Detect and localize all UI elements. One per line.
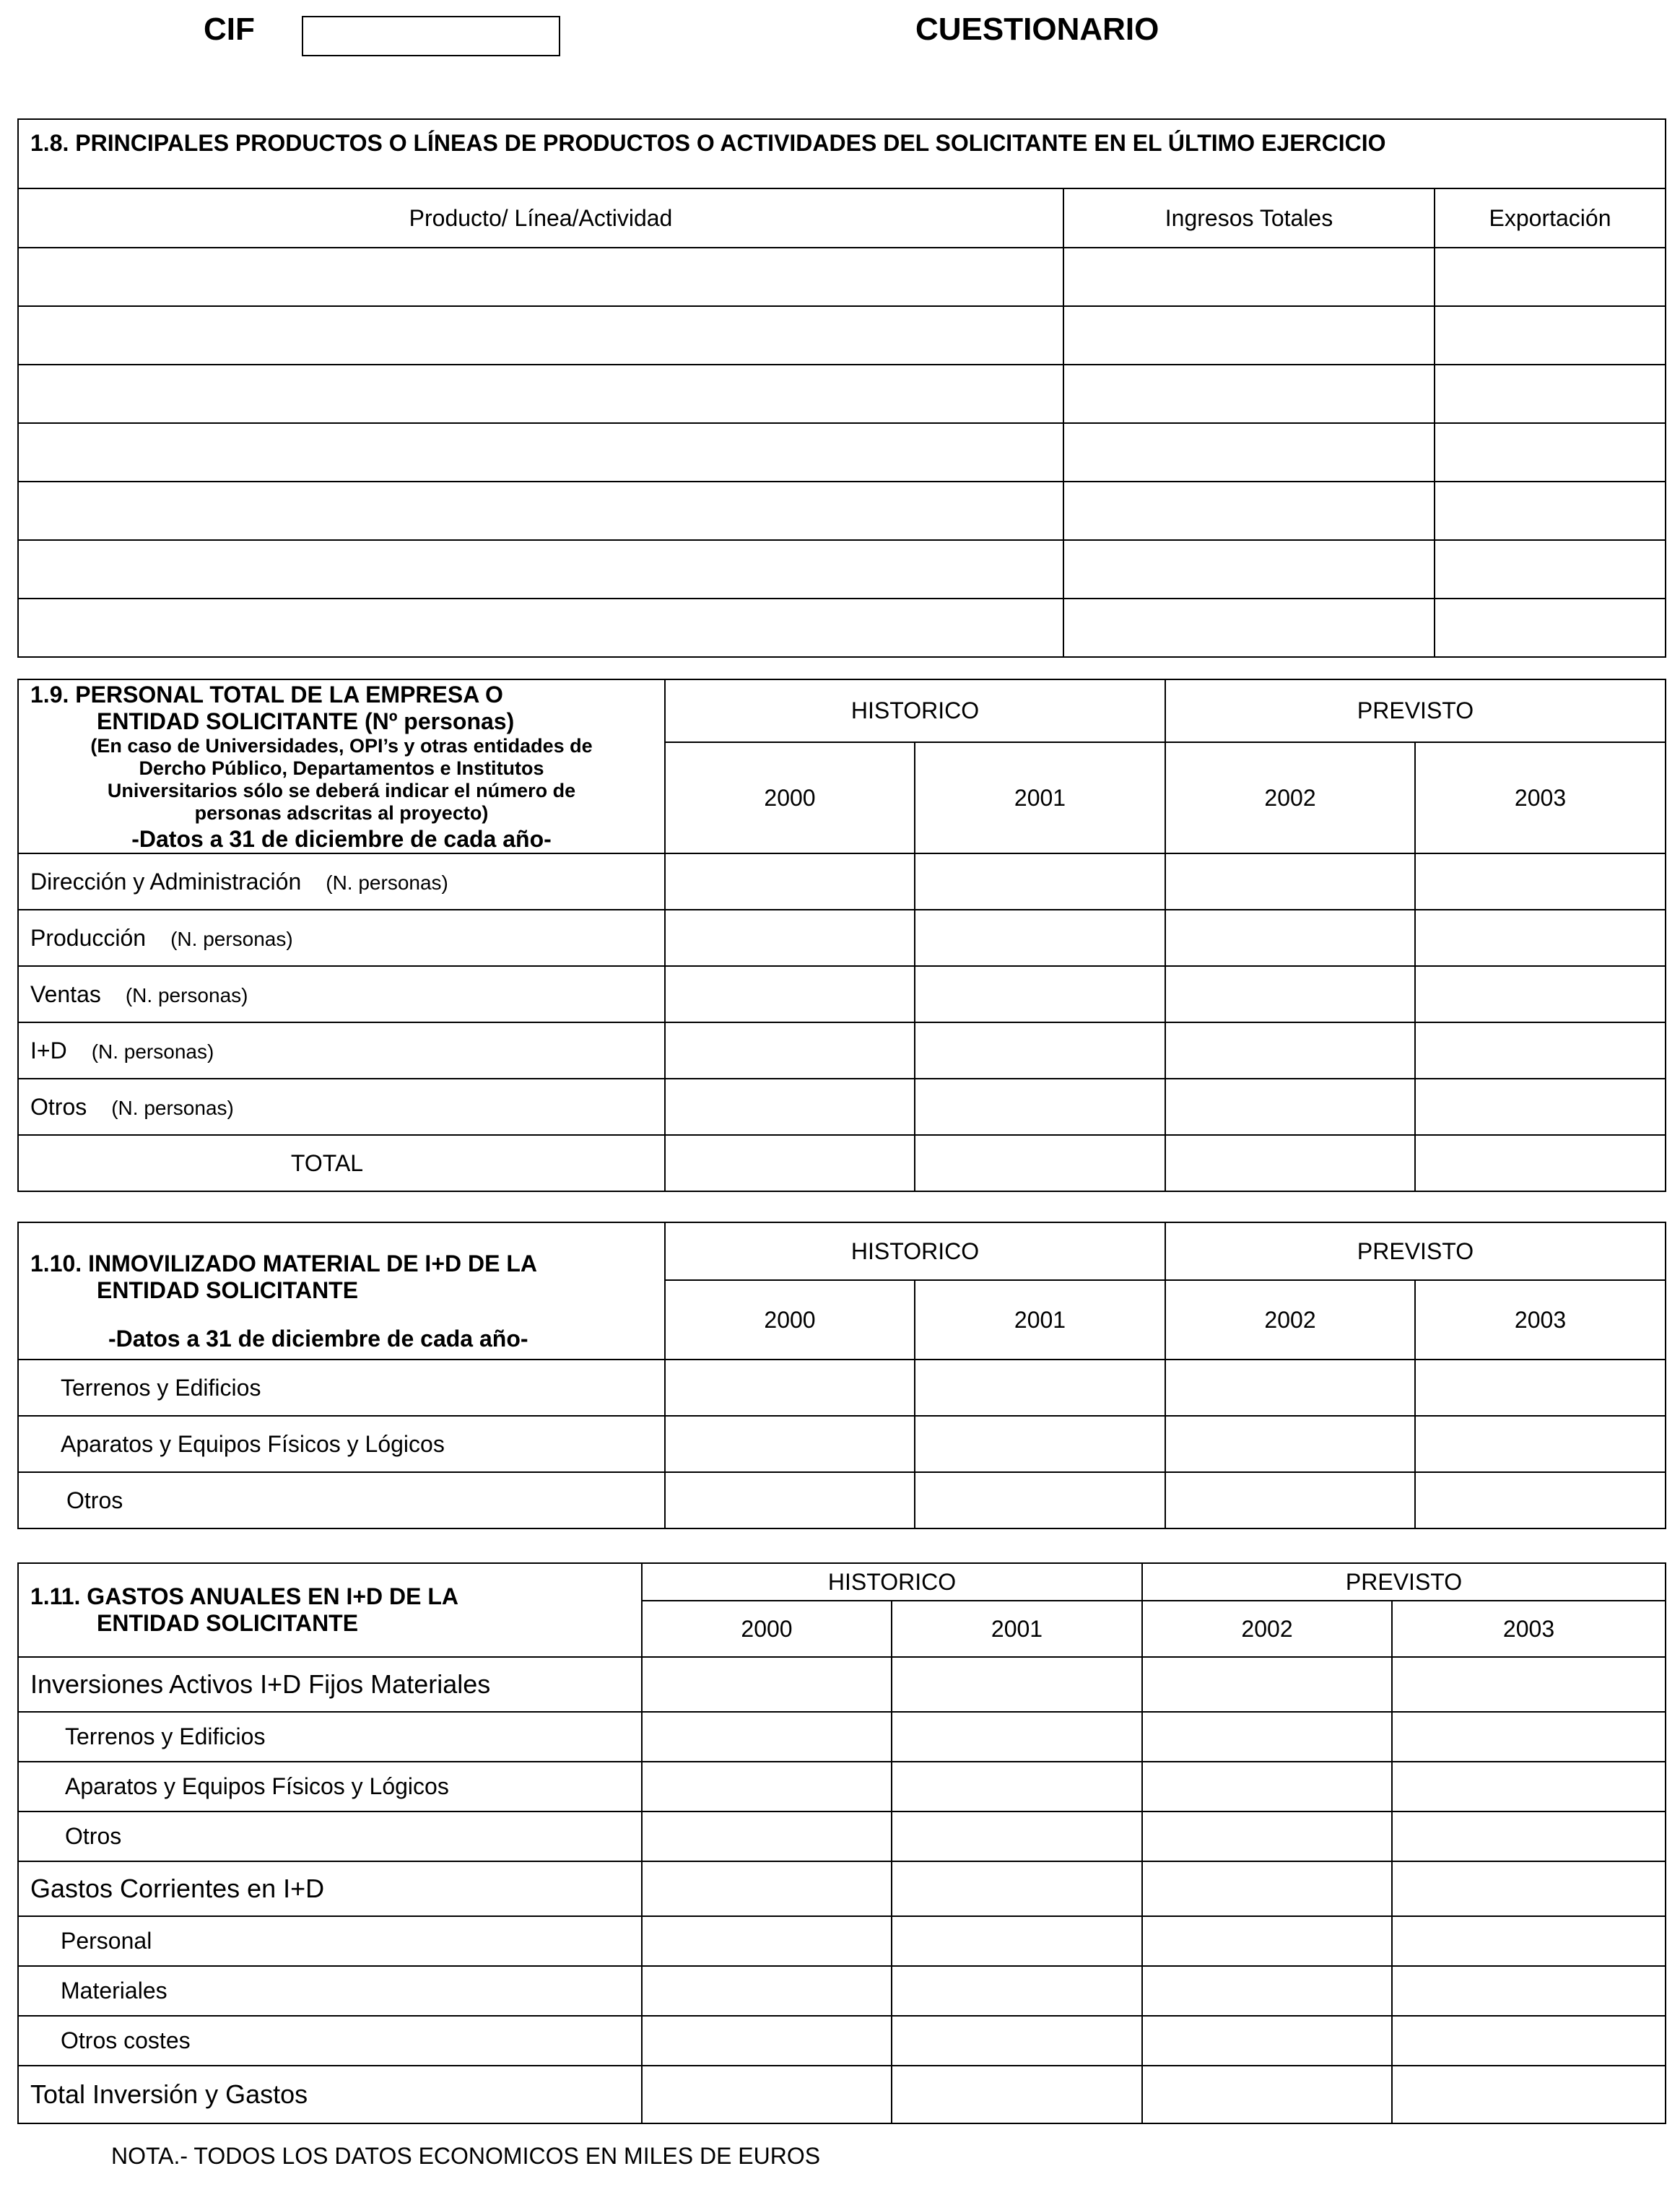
data-cell[interactable] (1415, 966, 1666, 1022)
data-cell[interactable] (642, 1966, 892, 2016)
data-cell[interactable] (1142, 2016, 1392, 2066)
table-row (18, 910, 1666, 966)
year-2003: 2003 (1392, 1601, 1666, 1657)
cell-ingresos[interactable] (1063, 248, 1435, 306)
data-cell[interactable] (1392, 2066, 1666, 2123)
data-cell[interactable] (892, 1762, 1142, 1812)
data-cell[interactable] (1142, 1657, 1392, 1712)
row-label: Terrenos y Edificios (18, 1712, 642, 1762)
section-1-8-title: 1.8. PRINCIPALES PRODUCTOS O LÍNEAS DE PRODUCTOS O ACTIVIDADES DEL SOLICITANTE EN EL ÚLTIMO EJERCICIO (18, 119, 1666, 188)
cell-producto[interactable] (18, 482, 1063, 540)
historico-header: HISTORICO (665, 1222, 1165, 1280)
data-cell[interactable] (665, 853, 915, 910)
table-row (18, 248, 1666, 306)
table-row (18, 1762, 1666, 1812)
table-row (18, 482, 1666, 540)
cell-exportacion[interactable] (1435, 540, 1666, 599)
cell-exportacion[interactable] (1435, 423, 1666, 482)
year-2001: 2001 (915, 1280, 1165, 1360)
table-row (18, 1079, 1666, 1135)
cell-ingresos[interactable] (1063, 599, 1435, 657)
year-2000: 2000 (665, 1280, 915, 1360)
row-label: Total Inversión y Gastos (18, 2066, 642, 2123)
cell-producto[interactable] (18, 599, 1063, 657)
row-label (18, 1022, 665, 1079)
table-row (18, 1712, 1666, 1762)
data-cell[interactable] (1415, 910, 1666, 966)
data-cell[interactable] (1165, 1135, 1415, 1191)
year-2002: 2002 (1165, 1280, 1415, 1360)
year-2002: 2002 (1165, 742, 1415, 853)
row-unit: (N. personas) (170, 927, 293, 950)
year-2003: 2003 (1415, 1280, 1666, 1360)
row-label: Otros costes (18, 2016, 642, 2066)
row-label (18, 966, 665, 1022)
previsto-header: PREVISTO (1165, 1222, 1666, 1280)
row-label-text: Producción (30, 924, 147, 951)
section-1-11-table (17, 1562, 1666, 2124)
footer-note: NOTA.- TODOS LOS DATOS ECONOMICOS EN MILES DE EUROS (111, 2143, 821, 2169)
data-cell[interactable] (1392, 1916, 1666, 1966)
table-row (18, 306, 1666, 365)
table-row (18, 540, 1666, 599)
data-cell[interactable] (915, 1079, 1165, 1135)
note-line: personas adscritas al proyecto) (194, 802, 489, 824)
row-label (18, 1079, 665, 1135)
year-2001: 2001 (892, 1601, 1142, 1657)
data-cell[interactable] (915, 966, 1165, 1022)
page-title: CUESTIONARIO (915, 12, 1159, 47)
data-cell[interactable] (1392, 1762, 1666, 1812)
data-cell[interactable] (642, 1712, 892, 1762)
data-cell[interactable] (1142, 1861, 1392, 1916)
data-cell[interactable] (665, 1472, 915, 1528)
data-cell[interactable] (892, 1657, 1142, 1712)
data-cell[interactable] (642, 2066, 892, 2123)
data-cell[interactable] (915, 1472, 1165, 1528)
row-unit: (N. personas) (125, 983, 248, 1006)
data-cell[interactable] (1165, 1079, 1415, 1135)
table-row (18, 423, 1666, 482)
cell-producto[interactable] (18, 365, 1063, 423)
cell-exportacion[interactable] (1435, 599, 1666, 657)
row-label (18, 910, 665, 966)
table-row (18, 1812, 1666, 1861)
historico-header: HISTORICO (665, 679, 1165, 742)
data-cell[interactable] (1415, 1135, 1666, 1191)
historico-header: HISTORICO (642, 1563, 1142, 1601)
table-row (18, 1360, 1666, 1416)
data-cell[interactable] (1165, 1360, 1415, 1416)
data-cell[interactable] (665, 966, 915, 1022)
section-1-9-title-cell (18, 679, 665, 853)
data-cell[interactable] (892, 1916, 1142, 1966)
section-1-10-title: 1.10. INMOVILIZADO MATERIAL DE I+D DE LA (30, 1250, 537, 1277)
row-label: Personal (18, 1916, 642, 1966)
data-cell[interactable] (642, 1657, 892, 1712)
row-label: Aparatos y Equipos Físicos y Lógicos (18, 1762, 642, 1812)
data-cell[interactable] (642, 1916, 892, 1966)
data-cell[interactable] (1165, 910, 1415, 966)
data-cell[interactable] (642, 2016, 892, 2066)
section-1-11-title: 1.11. GASTOS ANUALES EN I+D DE LA (30, 1583, 459, 1609)
data-cell[interactable] (665, 1360, 915, 1416)
note-line: (En caso de Universidades, OPI’s y otras entidades de (90, 735, 593, 757)
row-label: Terrenos y Edificios (18, 1360, 665, 1416)
data-cell[interactable] (665, 1416, 915, 1472)
data-cell[interactable] (1142, 1762, 1392, 1812)
data-cell[interactable] (892, 1966, 1142, 2016)
table-row (18, 1416, 1666, 1472)
data-cell[interactable] (1142, 1812, 1392, 1861)
table-row (18, 2016, 1666, 2066)
data-cell[interactable] (1415, 1472, 1666, 1528)
previsto-header: PREVISTO (1142, 1563, 1666, 1601)
cell-ingresos[interactable] (1063, 365, 1435, 423)
data-cell[interactable] (892, 1712, 1142, 1762)
table-row (18, 1135, 1666, 1191)
table-row (18, 1472, 1666, 1528)
data-cell[interactable] (1165, 966, 1415, 1022)
row-label: Materiales (18, 1966, 642, 2016)
section-1-9-title-2: ENTIDAD SOLICITANTE (Nº personas) (97, 708, 515, 734)
data-cell[interactable] (892, 2066, 1142, 2123)
row-label: Otros (18, 1472, 665, 1528)
data-cell[interactable] (892, 1861, 1142, 1916)
section-1-9-date-note: -Datos a 31 de diciembre de cada año- (131, 826, 552, 852)
section-1-11-title-cell (18, 1563, 642, 1657)
note-line: Dercho Público, Departamentos e Institutos (139, 757, 544, 779)
cell-ingresos[interactable] (1063, 482, 1435, 540)
data-cell[interactable] (892, 2016, 1142, 2066)
data-cell[interactable] (915, 853, 1165, 910)
section-1-11-title-2: ENTIDAD SOLICITANTE (97, 1610, 359, 1636)
row-label: Gastos Corrientes en I+D (18, 1861, 642, 1916)
row-label: Aparatos y Equipos Físicos y Lógicos (18, 1416, 665, 1472)
section-1-10-title-cell (18, 1222, 665, 1360)
data-cell[interactable] (665, 910, 915, 966)
cell-exportacion[interactable] (1435, 365, 1666, 423)
section-1-9-note (25, 735, 658, 825)
section-1-9-title: 1.9. PERSONAL TOTAL DE LA EMPRESA O (30, 682, 503, 708)
note-line: Universitarios sólo se deberá indicar el número de (107, 780, 576, 801)
table-row (18, 1966, 1666, 2016)
row-label-text: Ventas (30, 980, 101, 1007)
section-1-8-table (17, 118, 1666, 658)
data-cell[interactable] (1142, 2066, 1392, 2123)
year-2001: 2001 (915, 742, 1165, 853)
row-label-text: Otros (30, 1093, 87, 1120)
row-label: Inversiones Activos I+D Fijos Materiales (18, 1657, 642, 1712)
data-cell[interactable] (915, 1416, 1165, 1472)
data-cell[interactable] (1392, 1966, 1666, 2016)
table-row (18, 365, 1666, 423)
data-cell[interactable] (892, 1812, 1142, 1861)
row-label (18, 853, 665, 910)
data-cell[interactable] (1142, 1916, 1392, 1966)
data-cell[interactable] (915, 1360, 1165, 1416)
data-cell[interactable] (1415, 1022, 1666, 1079)
data-cell[interactable] (1142, 1966, 1392, 2016)
table-row (18, 853, 1666, 910)
year-2000: 2000 (665, 742, 915, 853)
data-cell[interactable] (665, 1135, 915, 1191)
section-1-10-date-note: -Datos a 31 de diciembre de cada año- (108, 1325, 528, 1352)
cell-producto[interactable] (18, 540, 1063, 599)
cell-ingresos[interactable] (1063, 306, 1435, 365)
data-cell[interactable] (1392, 2016, 1666, 2066)
data-cell[interactable] (1415, 1360, 1666, 1416)
data-cell[interactable] (1142, 1712, 1392, 1762)
data-cell[interactable] (642, 1762, 892, 1812)
cif-label: CIF (204, 12, 255, 47)
table-row (18, 2066, 1666, 2123)
cell-ingresos[interactable] (1063, 540, 1435, 599)
column-header-ingresos: Ingresos Totales (1063, 188, 1435, 248)
column-header-producto: Producto/ Línea/Actividad (18, 188, 1063, 248)
section-1-10-title-2: ENTIDAD SOLICITANTE (97, 1277, 359, 1303)
cell-producto[interactable] (18, 423, 1063, 482)
row-unit: (N. personas) (91, 1040, 214, 1063)
data-cell[interactable] (1165, 1416, 1415, 1472)
row-label: Otros (18, 1812, 642, 1861)
data-cell[interactable] (1415, 1079, 1666, 1135)
data-cell[interactable] (1165, 1022, 1415, 1079)
total-label: TOTAL (18, 1135, 665, 1191)
data-cell[interactable] (1392, 1712, 1666, 1762)
cell-ingresos[interactable] (1063, 423, 1435, 482)
year-2002: 2002 (1142, 1601, 1392, 1657)
table-row (18, 966, 1666, 1022)
cell-exportacion[interactable] (1435, 248, 1666, 306)
table-row (18, 1657, 1666, 1712)
year-2000: 2000 (642, 1601, 892, 1657)
cell-exportacion[interactable] (1435, 306, 1666, 365)
data-cell[interactable] (1415, 853, 1666, 910)
data-cell[interactable] (915, 1135, 1165, 1191)
table-row (18, 1861, 1666, 1916)
data-cell[interactable] (1392, 1812, 1666, 1861)
cell-producto[interactable] (18, 306, 1063, 365)
data-cell[interactable] (1165, 1472, 1415, 1528)
row-unit: (N. personas) (326, 871, 448, 894)
cif-input[interactable] (302, 16, 560, 56)
cell-exportacion[interactable] (1435, 482, 1666, 540)
section-1-10-table (17, 1222, 1666, 1529)
data-cell[interactable] (915, 910, 1165, 966)
column-header-exportacion: Exportación (1435, 188, 1666, 248)
data-cell[interactable] (1392, 1861, 1666, 1916)
data-cell[interactable] (665, 1079, 915, 1135)
year-2003: 2003 (1415, 742, 1666, 853)
data-cell[interactable] (665, 1022, 915, 1079)
data-cell[interactable] (642, 1812, 892, 1861)
previsto-header: PREVISTO (1165, 679, 1666, 742)
row-label-text: I+D (30, 1037, 67, 1064)
data-cell[interactable] (642, 1861, 892, 1916)
data-cell[interactable] (1415, 1416, 1666, 1472)
data-cell[interactable] (1165, 853, 1415, 910)
data-cell[interactable] (1392, 1657, 1666, 1712)
table-row (18, 1022, 1666, 1079)
row-label-text: Dirección y Administración (30, 868, 302, 895)
data-cell[interactable] (915, 1022, 1165, 1079)
table-row (18, 1916, 1666, 1966)
row-unit: (N. personas) (111, 1096, 234, 1119)
table-row (18, 599, 1666, 657)
cell-producto[interactable] (18, 248, 1063, 306)
section-1-9-table (17, 679, 1666, 1192)
